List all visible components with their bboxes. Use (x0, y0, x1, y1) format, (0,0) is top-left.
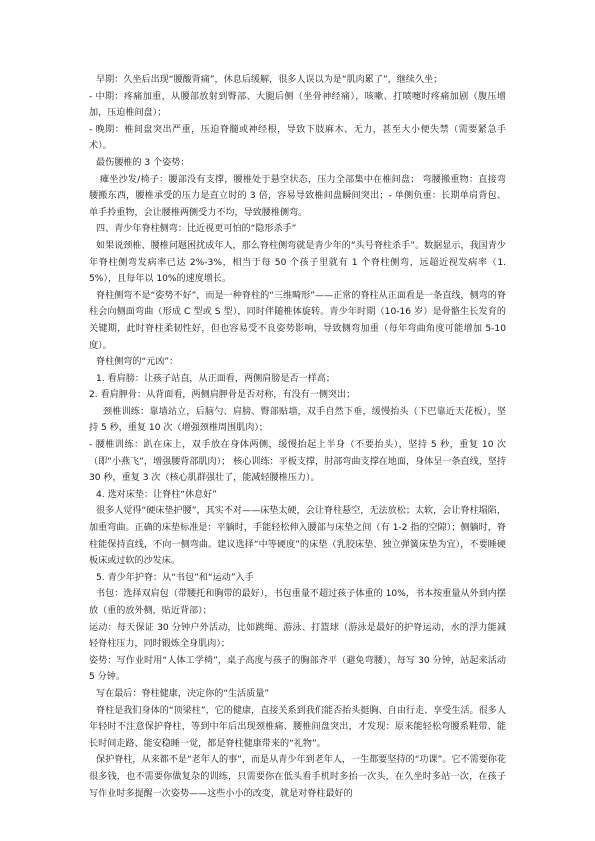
paragraph: 颈椎训练：靠墙站立，后脑勺、肩膀、臀部贴墙，双手自然下垂，缓慢抬头（下巴靠近天花板），坚持 5 秒，重复 10 次（增强颈椎周围肌肉）； (89, 406, 506, 434)
paragraph: 姿势：写作业时用“人体工学椅”，桌子高度与孩子的胸部齐平（避免弯腰），每写 30 分钟，站起来活动 5 分钟。 (89, 655, 506, 683)
paragraph: 如果说颈椎、腰椎问题困扰成年人，那么脊柱侧弯就是青少年的“头号脊柱杀手”。数据显示，我国青少年脊柱侧弯发病率已达 2%-3%，相当于每 50 个孩子里就有 1 个脊柱侧弯，远超近视发病率（1.5%），且每年以 10%的速度增长。 (89, 240, 506, 285)
paragraph: 很多人觉得“硬床垫护腰”，其实不对——床垫太硬，会让脊柱悬空，无法放松；太软，会让脊柱塌陷，加重弯曲。正确的床垫标准是：平躺时，手能轻松伸入腰部与床垫之间（有 1-2 指的空隙）；侧躺时，脊柱能保持直线，不向一侧弯曲。建议选择“中等硬度”的床垫（乳胶床垫、独立弹簧床垫为宜），不要睡硬板床或过软的沙发床。 (89, 506, 506, 567)
paragraph: 脊柱是我们身体的“顶梁柱”，它的健康，直接关系到我们能否抬头挺胸、自由行走、享受生活。很多人年轻时不注意保护脊柱，等到中年后出现颈椎痛、腰椎间盘突出，才发现：原来能轻松弯腰系鞋带、能长时间走路、能安稳睡一觉，都是脊柱健康带来的“礼物”。 (89, 705, 506, 749)
paragraph: 四、青少年脊柱侧弯：比近视更可怕的“隐形杀手” (96, 224, 297, 235)
document-body (89, 72, 506, 802)
paragraph: 保护脊柱，从来都不是“老年人的事”，而是从青少年到老年人，一生都要坚持的“功课”。它不需要你花很多钱，也不需要你做复杂的训练，只需要你在低头看手机时多抬一次头，在久坐时多站一次，在孩子写作业时多提醒一次姿势——这些小小的改变，就是对脊柱最好的 (89, 755, 506, 799)
paragraph: 1. 看肩膀：让孩子站直，从正面看，两侧肩膀是否一样高； (96, 373, 335, 384)
paragraph: 脊柱侧弯的“元凶”： (96, 357, 179, 368)
paragraph: 运动：每天保证 30 分钟户外活动，比如跳绳、游泳、打篮球（游泳是最好的护脊运动，水的浮力能减轻脊柱压力，同时锻炼全身肌肉）； (89, 622, 506, 650)
paragraph: - 中期：疼痛加重，从腰部放射到臀部、大腿后侧（坐骨神经痛），咳嗽、打喷嚏时疼痛加剧（腹压增加，压迫椎间盘）； (89, 91, 506, 119)
paragraph: - 腰椎训练：趴在床上，双手放在身体两侧，缓慢抬起上半身（不要抬头），坚持 5 秒，重复 10 次（即“小燕飞”，增强腰背部肌肉）； 核心训练：平板支撑，肘部弯曲支撑在地面，身体呈一条直线，坚持 30 秒，重复 3 次（核心肌群强壮了，能减轻腰椎压力）。 (89, 440, 506, 484)
paragraph: 书包：选择双肩包（带腰托和胸带的最好），书包重量不超过孩子体重的 10%，书本按重量从外到内摆放（重的放外侧，贴近背部）； (89, 589, 506, 616)
paragraph: 写在最后：脊柱健康，决定你的“生活质量” (96, 688, 270, 699)
paragraph: 4. 选对床垫：让脊柱“休息好” (96, 489, 218, 500)
paragraph: 最伤腰椎的 3 个姿势： (96, 157, 190, 168)
paragraph: - 晚期：椎间盘突出严重，压迫脊髓或神经根，导致下肢麻木、无力，甚至大小便失禁（需要紧急手术）。 (89, 124, 506, 152)
paragraph: 5. 青少年护脊：从“书包”和“运动”入手 (96, 572, 254, 583)
paragraph: 2. 看肩胛骨：从背面看，两侧肩胛骨是否对称，有没有一侧突出； (89, 390, 356, 401)
paragraph: 瘫坐沙发/椅子：腰部没有支撑，腰椎处于悬空状态，压力全部集中在椎间盘； 弯腰搬重物：直接弯腰搬东西，腰椎承受的压力是直立时的 3 倍，容易导致椎间盘瞬间突出；- 单侧负重：长期单肩背包、单手拎重物，会让腰椎两侧受力不均，导致腰椎侧弯。 (89, 174, 506, 218)
paragraph: 早期：久坐后出现“腰酸背痛”，休息后缓解，很多人误以为是“肌肉累了”，继续久坐； (96, 75, 443, 85)
paragraph: 脊柱侧弯不是“姿势不好”，而是一种脊柱的“三维畸形”——正常的脊柱从正面看是一条直线，侧弯的脊柱会向侧面弯曲（形成 C 型或 S 型），同时伴随椎体旋转。青少年时期（10-16 岁）是骨骼生长发育的关键期，此时脊柱柔韧性好，但也容易受不良姿势影响，导致侧弯加重（每年弯曲角度可能增加 5-10 度）。 (89, 290, 506, 351)
